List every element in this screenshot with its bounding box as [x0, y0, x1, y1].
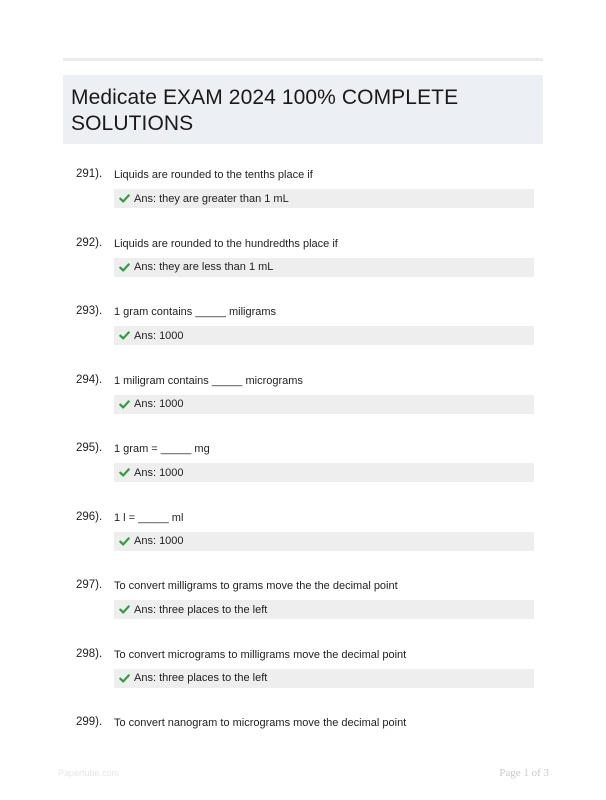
answer-box [114, 532, 534, 551]
question-item [0, 648, 606, 708]
question-number: 299). [76, 716, 103, 728]
question-text: 1 miligram contains _____ micrograms [114, 374, 303, 387]
question-item [0, 237, 606, 297]
check-icon [119, 193, 130, 204]
question-number: 291). [76, 168, 103, 180]
answer-text: Ans: they are greater than 1 mL [134, 192, 289, 205]
answer-text: Ans: they are less than 1 mL [134, 261, 274, 273]
title-banner [63, 75, 543, 144]
question-text: 1 gram contains _____ miligrams [114, 306, 277, 318]
question-text: 1 gram = _____ mg [114, 443, 210, 455]
question-number: 292). [76, 236, 103, 249]
answer-box [114, 463, 534, 482]
question-number: 295). [76, 442, 103, 454]
check-icon [119, 399, 130, 410]
check-icon [119, 262, 130, 273]
check-icon [119, 330, 130, 341]
question-number: 294). [76, 373, 103, 386]
question-item [0, 442, 606, 502]
question-item [0, 579, 606, 639]
answer-text: Ans: three places to the left [134, 672, 268, 684]
check-icon [119, 467, 130, 478]
answer-text: Ans: three places to the left [134, 603, 268, 616]
answer-box [114, 669, 534, 688]
answer-box [114, 326, 534, 345]
question-text: Liquids are rounded to the tenths place if [114, 169, 313, 181]
question-number: 293). [76, 305, 103, 317]
answer-text: Ans: 1000 [134, 466, 184, 479]
question-item [0, 168, 606, 228]
question-number: 297). [76, 579, 103, 591]
footer-watermark: Papertube.com [58, 768, 120, 778]
page-title: Medicate EXAM 2024 100% COMPLETE SOLUTIONS [71, 86, 459, 135]
answer-text: Ans: 1000 [134, 329, 184, 342]
check-icon [119, 604, 130, 615]
question-text: Liquids are rounded to the hundredths place if [114, 237, 338, 250]
question-text: To convert nanogram to micrograms move the decimal point [114, 717, 407, 729]
top-divider [63, 58, 543, 61]
check-icon [119, 673, 130, 684]
question-item [0, 374, 606, 434]
answer-box [114, 189, 534, 208]
question-text: 1 l = _____ ml [114, 511, 184, 524]
question-number: 296). [76, 510, 103, 523]
page-number: Page 1 of 3 [499, 767, 549, 779]
answer-box [114, 600, 534, 619]
check-icon [119, 536, 130, 547]
question-item [0, 511, 606, 571]
question-item [0, 305, 606, 365]
question-text: To convert milligrams to grams move the the decimal point [114, 580, 398, 592]
question-number: 298). [76, 647, 103, 660]
answer-text: Ans: 1000 [134, 398, 184, 410]
answer-box [114, 258, 534, 277]
answer-text: Ans: 1000 [134, 535, 184, 547]
answer-box [114, 395, 534, 414]
question-text: To convert micrograms to milligrams move the decimal point [114, 648, 407, 661]
